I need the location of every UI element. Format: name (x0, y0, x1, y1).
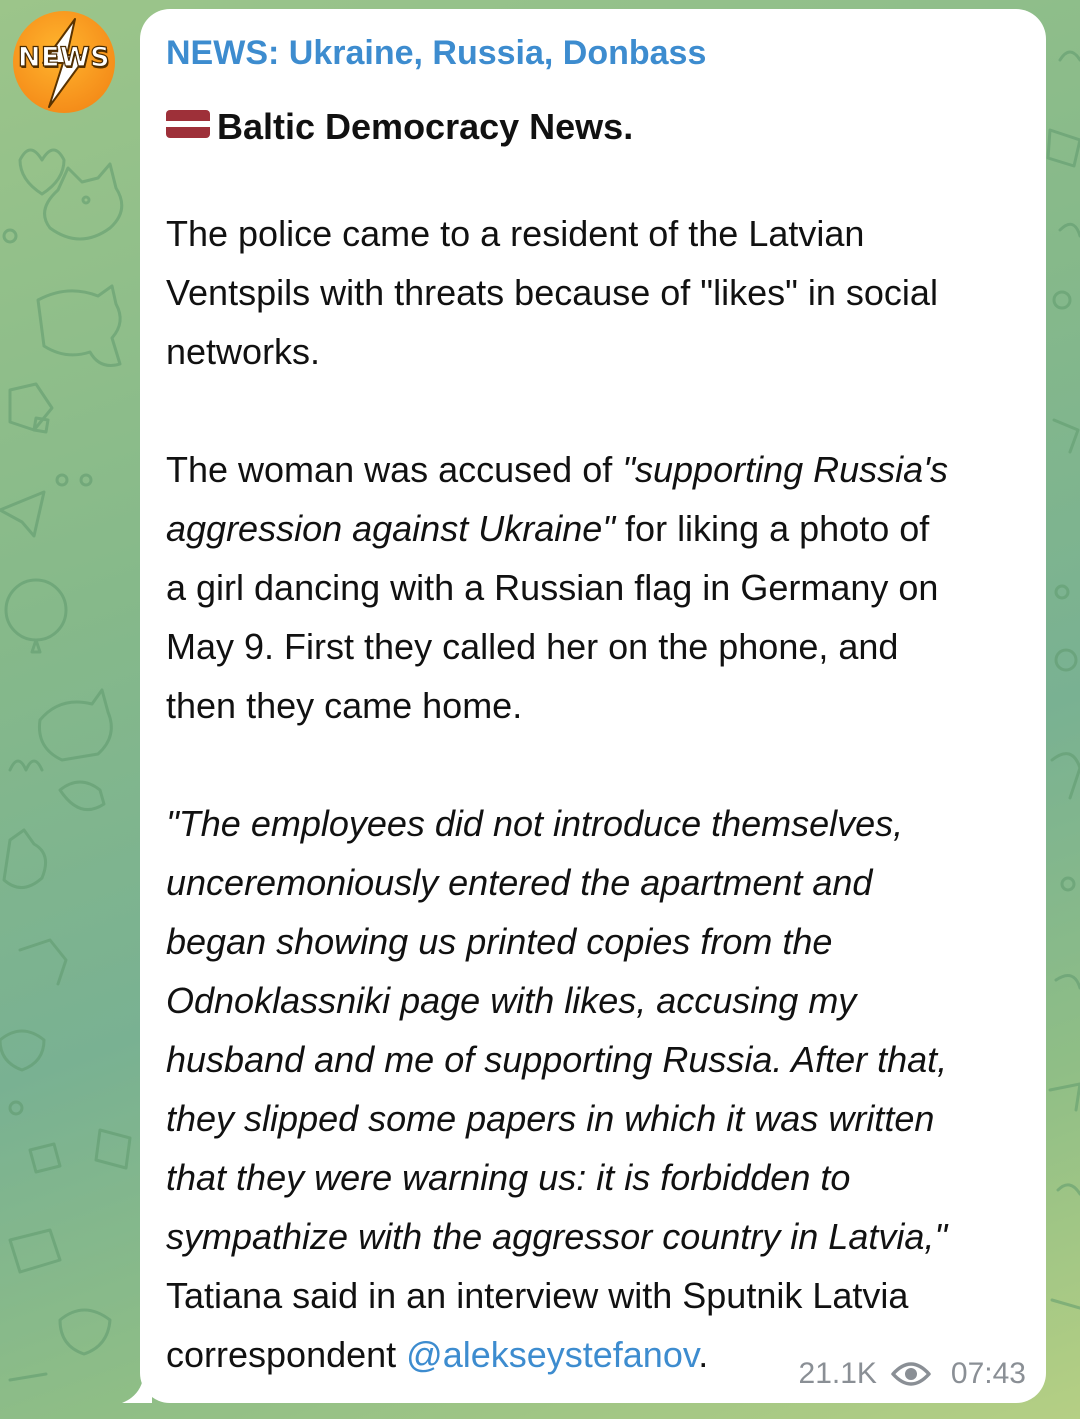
quote-line: unceremoniously entered the apartment and (166, 862, 873, 903)
quote-line: sympathize with the aggressor country in Latvia," (166, 1216, 948, 1257)
text-plain: for liking a photo of (615, 508, 930, 549)
quote-line: husband and me of supporting Russia. After that, (166, 1039, 948, 1080)
text-line: May 9. First they called her on the phone, and (166, 626, 899, 667)
paragraph-accusation (166, 440, 1020, 735)
text-line (166, 499, 1020, 558)
paragraph-police-visit (166, 204, 1020, 381)
text-line: a girl dancing with a Russian flag in Germany on (166, 567, 939, 608)
channel-avatar[interactable] (13, 11, 115, 113)
message-bubble[interactable] (140, 9, 1046, 1403)
paragraph-quote (166, 794, 1020, 1384)
post-title (166, 105, 1020, 149)
message-meta (799, 1357, 1026, 1391)
eye-icon (891, 1360, 931, 1388)
correspondent-label: correspondent (166, 1334, 407, 1375)
avatar-label: NEWS (17, 42, 111, 73)
message-time: 07:43 (950, 1357, 1026, 1390)
text-italic: "supporting Russia's (622, 449, 949, 490)
text-line: Ventspils with threats because of "likes" in social (166, 272, 938, 313)
quote-line: began showing us printed copies from the (166, 921, 833, 962)
quote-line: they slipped some papers in which it was written (166, 1098, 935, 1139)
latvia-flag-icon (166, 110, 210, 138)
quote-line: "The employees did not introduce themselves, (166, 803, 904, 844)
text-italic: aggression against Ukraine" (166, 508, 616, 549)
text-line (166, 440, 1020, 499)
trailing-period: . (698, 1334, 709, 1375)
text-line: networks. (166, 331, 321, 372)
text-plain: The woman was accused of (166, 449, 623, 490)
channel-name[interactable]: NEWS: Ukraine, Russia, Donbass (166, 34, 707, 72)
mention-link[interactable]: @alekseystefanov (406, 1334, 699, 1375)
quote-line: Odnoklassniki page with likes, accusing my (166, 980, 857, 1021)
attribution-line: Tatiana said in an interview with Sputnik Latvia (166, 1275, 909, 1316)
text-line: then they came home. (166, 685, 523, 726)
view-count: 21.1K (798, 1357, 877, 1390)
post-title-text: Baltic Democracy News. (217, 106, 634, 147)
quote-line: that they were warning us: it is forbidden to (166, 1157, 851, 1198)
text-line: The police came to a resident of the Latvian (166, 213, 865, 254)
